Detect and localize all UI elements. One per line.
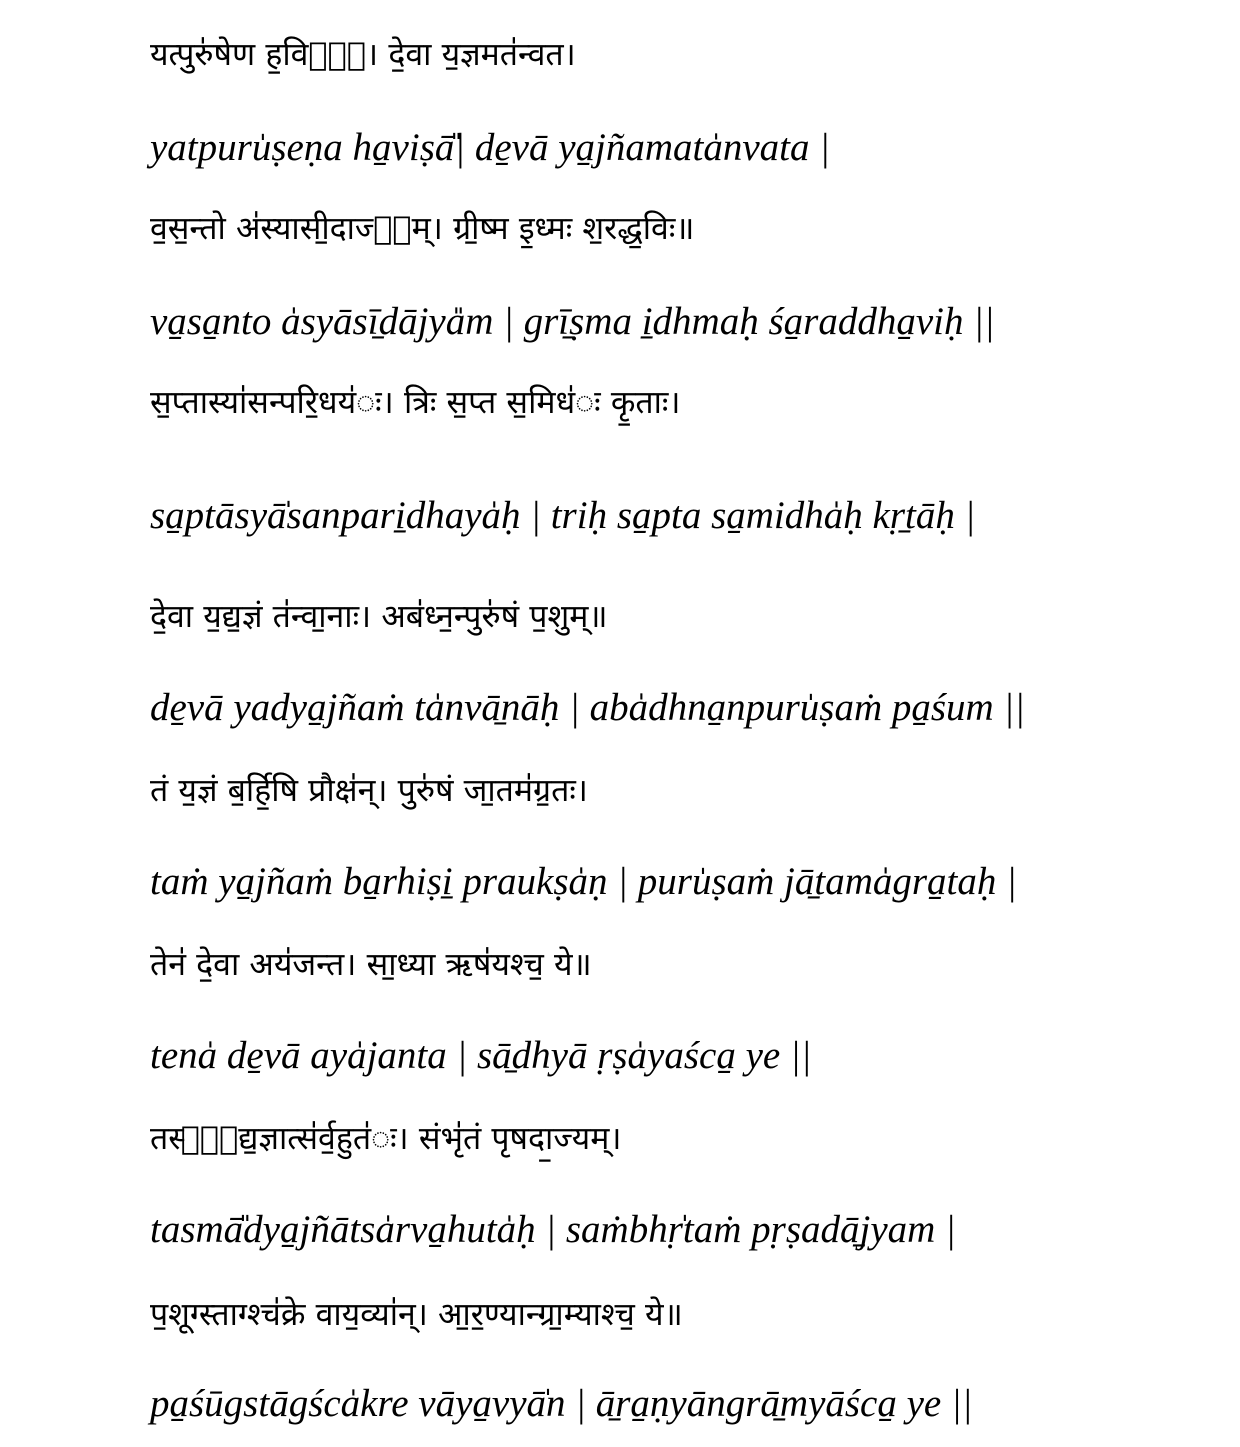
verse-5-devanagari: तं य॒ज्ञं ब॒र्हि॒षि प्रौक्ष॑न्। पुरु॑षं जा॒तम॑ग्र॒तः। <box>150 771 588 809</box>
verse-7-devanagari: तस्मा᳚द्य॒ज्ञात्स॑र्व॒हुत॑ः। संभृ॑तं पृषदा॒ज्यम्। <box>150 1119 622 1157</box>
verse-4-transliteration: de̱vā yadya̱jñaṁ ta̍nvā̱nāḥ | aba̍dhna̱npuru̍ṣaṁ pa̱śum || <box>150 686 1025 729</box>
verse-2-devanagari: व॒स॒न्तो अ॑स्यासी॒दाज्य᳚म्। ग्री॒ष्म इ॒ध्मः श॒रद्ध॒विः॥ <box>150 209 695 247</box>
verse-1-devanagari: यत्पुरु॑षेण ह॒विषा᳚। दे॒वा य॒ज्ञमत॑न्वत। <box>150 35 576 73</box>
verse-6-transliteration: tena̍ de̱vā aya̍janta | sā̱dhyā ṛṣa̍yaśca̱ ye || <box>150 1034 812 1077</box>
verse-8-devanagari: प॒शूग्स्ताग्श्च॑क्रे वाय॒व्या॑न्। आ॒र॒ण्यान्ग्रा॒म्याश्च॒ ये॥ <box>150 1295 683 1333</box>
verse-3-devanagari: स॒प्तास्या॑सन्परि॒धय॑ः। त्रिः स॒प्त स॒मिध॑ः कृ॒ताः। <box>150 383 681 421</box>
verse-4-devanagari: दे॒वा य॒द्य॒ज्ञं त॑न्वा॒नाः। अब॑ध्न॒न्पुरु॑षं प॒शुम्॥ <box>150 597 608 635</box>
verse-5-transliteration: taṁ ya̱jñaṁ ba̱rhiṣi̱ praukṣa̍ṇ | puru̍ṣaṁ jā̱tama̍gra̱taḥ | <box>150 860 1017 903</box>
verse-7-transliteration: tasmā̎dya̱jñātsa̍rva̱huta̍ḥ | saṁbhṛ̍taṁ pṛṣadā̱jyam | <box>150 1208 956 1251</box>
verse-6-devanagari: तेन॑ दे॒वा अय॑जन्त। सा॒ध्या ऋष॑यश्च॒ ये॥ <box>150 945 592 983</box>
verse-3-transliteration: sa̱ptāsyā̍sanpari̱dhaya̍ḥ | triḥ sa̱pta sa̱midha̍ḥ kṛ̱tāḥ | <box>150 494 976 537</box>
verse-1-transliteration: yatpuru̍ṣeṇa ha̱viṣā̎| de̱vā ya̱jñamata̍nvata | <box>150 126 830 169</box>
verse-8-transliteration: pa̱śūgstāgśca̍kre vāya̱vyā̍n | ā̱ra̱ṇyāngrā̱myāśca̱ ye || <box>150 1382 973 1425</box>
verse-2-transliteration: va̱sa̱nto a̍syāsī̱dājya̎m | grī̱ṣma i̱dhmaḥ śa̱raddha̱viḥ || <box>150 300 995 343</box>
